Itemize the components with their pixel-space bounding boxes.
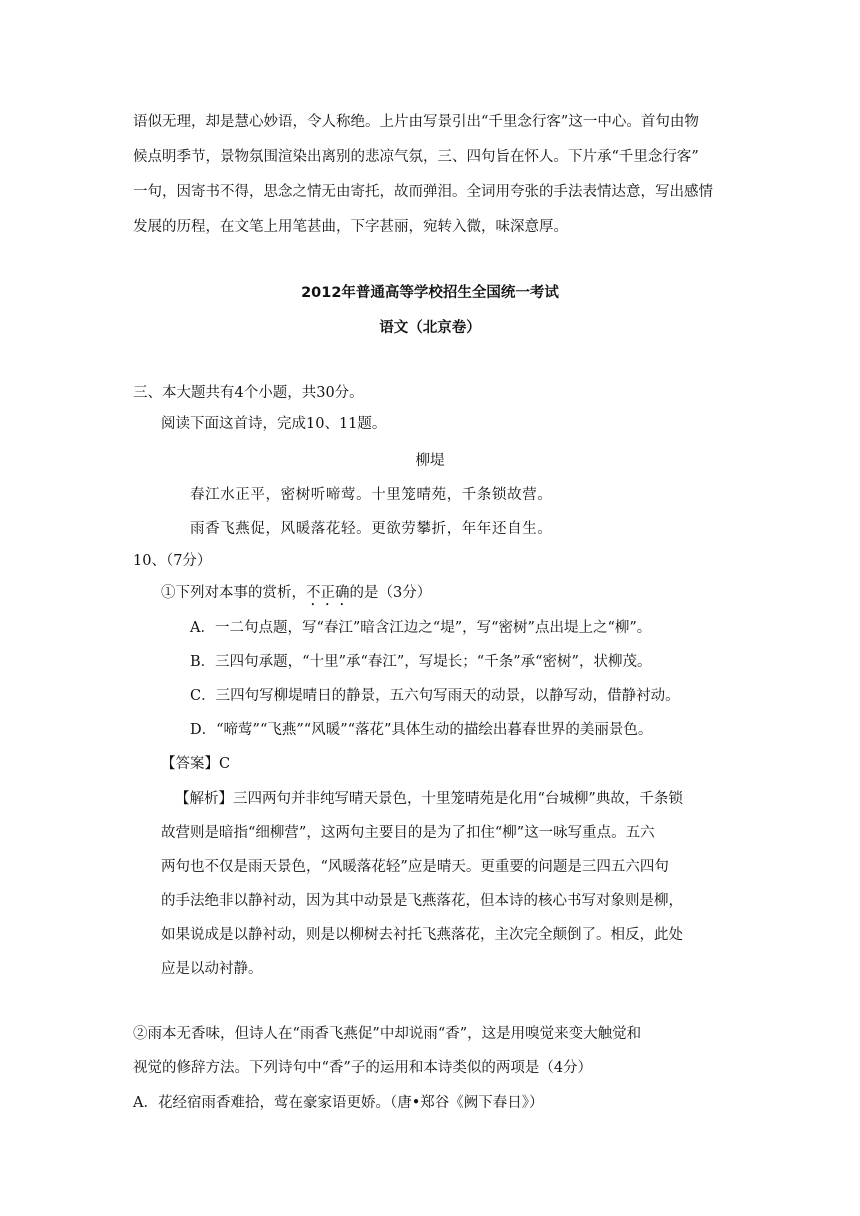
- exam-subtitle: 语文（北京卷）: [379, 320, 481, 336]
- intro-line-3: 一句，因寄书不得，思念之情无由寄托，故而弹泪。全词用夸张的手法表情达意，写出感情: [133, 184, 713, 200]
- q10-analysis-4: 的手法绝非以静衬动，因为其中动景是飞燕落花，但本诗的核心书写对象则是柳，: [161, 893, 683, 909]
- q10-option-d: D．“啼莺”“飞燕”“风暖”“落花”具体生动的描绘出暮春世界的美丽景色。: [190, 722, 653, 738]
- section-header: 三、本大题共有4个小题，共30分。: [133, 385, 364, 401]
- intro-line-1: 语似无理，却是慧心妙语，令人称绝。上片由写景引出“千里念行客”这一中心。首句由物: [133, 114, 699, 130]
- q10-sub1-emphasis: 不正确: [306, 585, 350, 601]
- poem-title: 柳堤: [415, 453, 445, 469]
- q10-option-c: C．三四句写柳堤晴日的静景，五六句写雨天的动景，以静写动，借静衬动。: [190, 688, 680, 704]
- q10-sub2-option-a: A．花经宿雨香难拾，莺在豪家语更娇。（唐•郑谷《阙下春日》）: [133, 1095, 544, 1111]
- exam-title: 2012年普通高等学校招生全国统一考试: [301, 285, 559, 301]
- q10-sub2-line-2: 视觉的修辞方法。下列诗句中“香”子的运用和本诗类似的两项是（4分）: [133, 1060, 593, 1076]
- q10-answer: 【答案】C: [161, 756, 231, 772]
- q10-header: 10、（7分）: [133, 553, 212, 569]
- q10-option-a: A．一二句点题，写“春江”暗含江边之“堤”，写“密树”点出堤上之“柳”。: [190, 620, 652, 636]
- poem-line-2: 雨香飞燕促，风暖落花轻。更欲劳攀折，年年还自生。: [190, 521, 553, 537]
- poem-line-1: 春江水正平，密树听啼莺。十里笼晴苑，千条锁故营。: [190, 487, 553, 503]
- instruction: 阅读下面这首诗，完成10、11题。: [161, 416, 387, 432]
- q10-analysis-5: 如果说成是以静衬动，则是以柳树去衬托飞燕落花，主次完全颠倒了。相反，此处: [161, 927, 683, 943]
- intro-line-2: 候点明季节，景物氛围渲染出离别的悲凉气氛，三、四句旨在怀人。下片承“千里念行客”: [133, 149, 699, 165]
- intro-line-4: 发展的历程，在文笔上用笔甚曲，下字甚丽，宛转入微，味深意厚。: [133, 219, 568, 235]
- q10-analysis-2: 故营则是暗指“细柳营”，这两句主要目的是为了扣住“柳”这一咏写重点。五六: [161, 825, 655, 841]
- q10-option-b: B．三四句承题，“十里”承“春江”，写堤长；“千条”承“密树”，状柳茂。: [190, 654, 652, 670]
- q10-sub1-suffix: 的是（3分）: [349, 585, 432, 601]
- q10-sub1: [161, 583, 431, 609]
- q10-analysis-3: 两句也不仅是雨天景色，“风暖落花轻”应是晴天。更重要的问题是三四五六四句: [161, 859, 669, 875]
- q10-analysis-1: 【解析】三四两句并非纯写晴天景色，十里笼晴苑是化用“台城柳”典故，千条锁: [175, 791, 683, 807]
- q10-analysis-6: 应是以动衬静。: [161, 961, 263, 977]
- q10-sub2-line-1: ②雨本无香味，但诗人在“雨香飞燕促”中却说雨“香”，这是用嗅觉来变大触觉和: [133, 1026, 642, 1042]
- q10-sub1-prefix: ①下列对本事的赏析，: [161, 585, 306, 601]
